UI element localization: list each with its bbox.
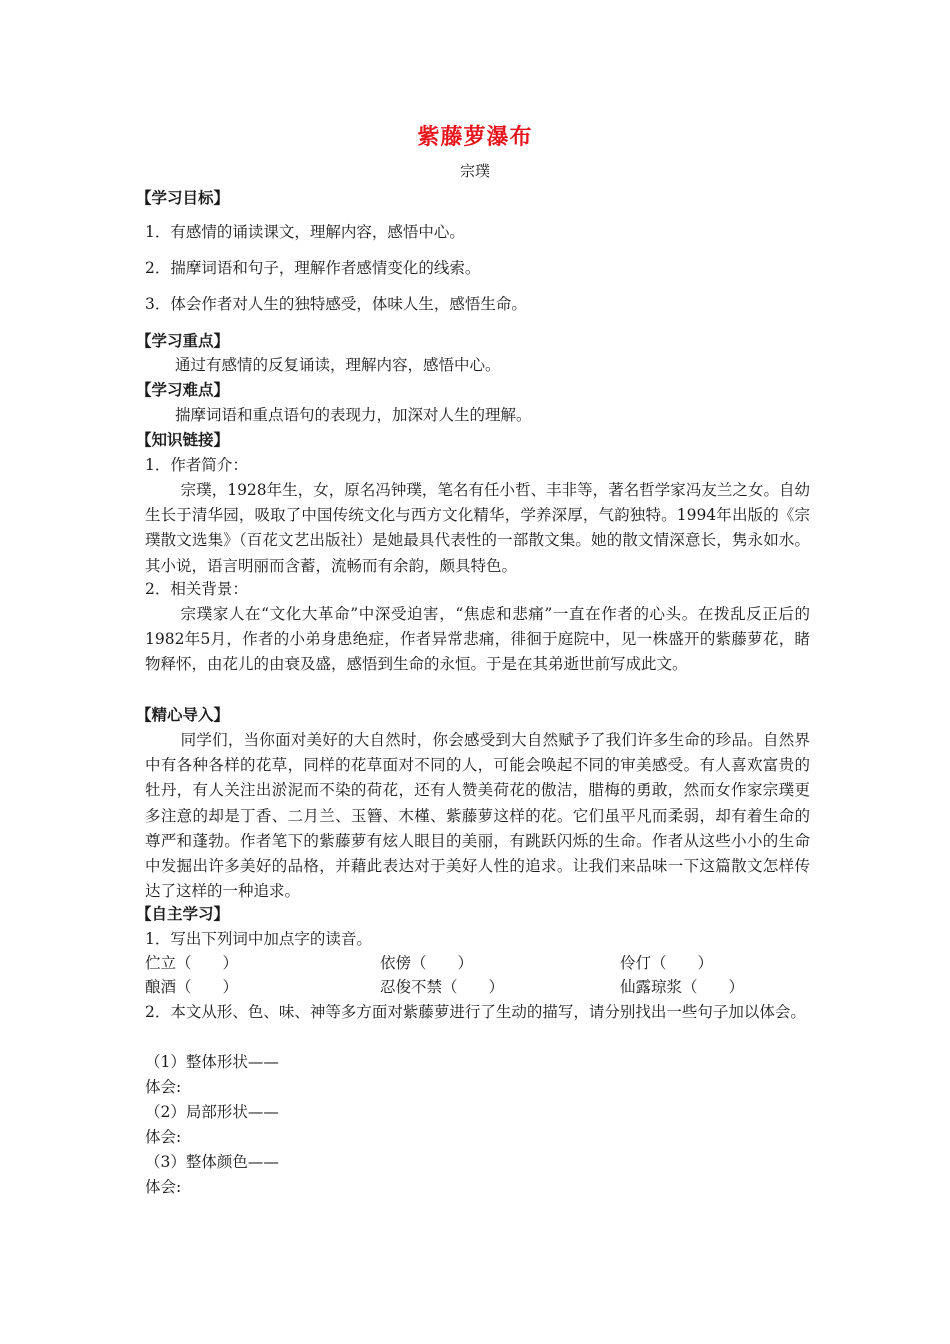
sub-item: （2）局部形状—— <box>145 1103 279 1121</box>
goal-item: 1．有感情的诵读课文，理解内容，感悟中心。 <box>145 223 465 241</box>
question-1: 1．写出下列词中加点字的读音。 <box>145 930 372 948</box>
author-intro-paragraph: 宗璞，1928年生，女，原名冯钟璞，笔名有任小哲、丰非等，著名哲学家冯友兰之女。自幼生长于清华园，吸取了中国传统文化与西方文化精华，学养深厚，气韵独特。1994年出版的《宗璞散文选集》（百花文艺出版社）是她最具代表性的一部散文集。她的散文情深意长，隽永如水。其小说，语言明丽而含蓄，流畅而有余韵，颇具特色。 <box>145 481 810 575</box>
pinyin-word: 酿酒（ ） <box>145 978 239 996</box>
goal-item: 2．揣摩词语和句子，理解作者感情变化的线索。 <box>145 259 481 277</box>
background-label: 2．相关背景： <box>145 580 248 598</box>
focus-text: 通过有感情的反复诵读，理解内容，感悟中心。 <box>175 356 501 374</box>
intro-paragraph: 同学们，当你面对美好的大自然时，你会感受到大自然赋予了我们许多生命的珍品。自然界中有各种各样的花草，同样的花草面对不同的人，可能会唤起不同的审美感受。有人喜欢富贵的牡丹，有人关注出淤泥而不染的荷花，还有人赞美荷花的傲洁，腊梅的勇敢，然而女作家宗璞更多注意的却是丁香、二月兰、玉簪、木槿、紫藤萝这样的花。它们虽平凡而柔弱，却有着生命的尊严和蓬勃。作者笔下的紫藤萝有炫人眼目的美丽，有跳跃闪烁的生命。作者从这些小小的生命中发掘出许多美好的品格，并藉此表达对于美好人性的追求。让我们来品味一下这篇散文怎样传达了这样的一种追求。 <box>145 731 810 901</box>
focus-heading: 【学习重点】 <box>136 331 230 350</box>
pinyin-word: 忍俊不禁（ ） <box>380 978 505 996</box>
sub-item: 体会: <box>145 1078 182 1096</box>
links-heading: 【知识链接】 <box>136 430 230 449</box>
self-study-heading: 【自主学习】 <box>136 904 230 923</box>
difficulty-heading: 【学习难点】 <box>136 380 230 399</box>
sub-item: 体会: <box>145 1128 182 1146</box>
sub-item: （3）整体颜色—— <box>145 1153 279 1171</box>
author-intro-label: 1．作者简介： <box>145 456 248 474</box>
goals-heading: 【学习目标】 <box>136 188 230 207</box>
author-name: 宗璞 <box>459 162 490 180</box>
pinyin-word: 伫立（ ） <box>145 954 239 972</box>
pinyin-word: 依傍（ ） <box>380 954 474 972</box>
pinyin-word: 仙露琼浆（ ） <box>620 978 745 996</box>
difficulty-text: 揣摩词语和重点语句的表现力，加深对人生的理解。 <box>175 406 532 424</box>
background-paragraph: 宗璞家人在“文化大革命”中深受迫害，“焦虑和悲痛”一直在作者的心头。在拨乱反正后的1982年5月，作者的小弟身患绝症，作者异常悲痛，徘徊于庭院中，见一株盛开的紫藤萝花，睹物释怀，由花儿的由衰及盛，感悟到生命的永恒。于是在其弟逝世前写成此文。 <box>145 605 810 674</box>
pinyin-word: 伶仃（ ） <box>620 954 714 972</box>
document-title: 紫藤萝瀑布 <box>417 125 533 150</box>
question-2: 2．本文从形、色、味、神等多方面对紫藤萝进行了生动的描写，请分别找出一些句子加以体会。 <box>145 1003 806 1021</box>
intro-heading: 【精心导入】 <box>136 705 230 724</box>
sub-item: 体会: <box>145 1178 182 1196</box>
sub-item: （1）整体形状—— <box>145 1053 279 1071</box>
goal-item: 3．体会作者对人生的独特感受，体味人生，感悟生命。 <box>145 295 527 313</box>
